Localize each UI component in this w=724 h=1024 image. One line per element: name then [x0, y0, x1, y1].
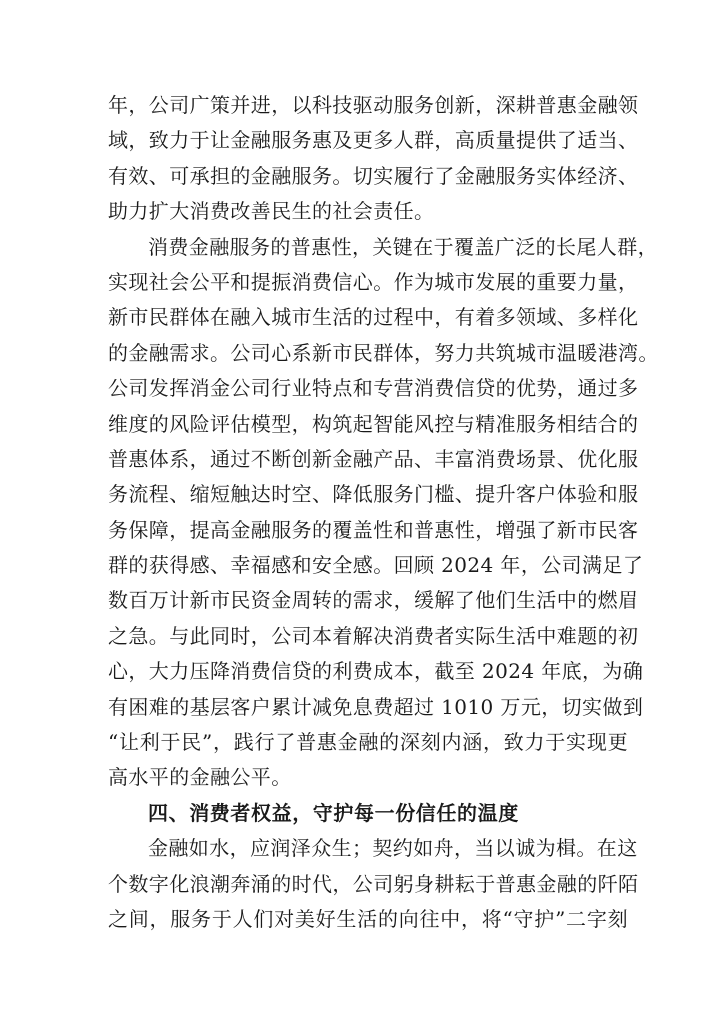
text-line: 年，公司广策并进，以科技驱动服务创新，深耕普惠金融领 [108, 93, 639, 117]
section-heading [108, 796, 628, 831]
section-title: 四、消费者权益，守护每一份信任的温度 [148, 800, 519, 825]
text-line: 助力扩大消费改善民生的社会责任。 [108, 199, 435, 224]
text-line: “让利于民”，践行了普惠金融的深刻内涵，致力于实现更 [108, 730, 628, 755]
text-line: 心，大力压降消费信贷的利费成本，截至 2024 年底，为确 [108, 659, 644, 684]
paragraph-3 [108, 831, 639, 937]
text-line: 实现社会公平和提振消费信心。作为城市发展的重要力量， [108, 269, 639, 294]
text-line: 普惠体系，通过不断创新金融产品、丰富消费场景、优化服 [108, 446, 639, 471]
text-line: 公司发挥消金公司行业特点和专营消费信贷的优势，通过多 [108, 376, 639, 401]
paragraph-1 [108, 88, 639, 230]
text-line: 群的获得感、幸福感和安全感。回顾 2024 年，公司满足了 [108, 553, 644, 578]
text-line: 维度的风险评估模型，构筑起智能风控与精准服务相结合的 [108, 411, 639, 436]
text-line: 之间，服务于人们对美好生活的向往中，将“守护”二字刻 [108, 906, 628, 931]
text-line: 高水平的金融公平。 [108, 765, 292, 790]
text-line: 域，致力于让金融服务惠及更多人群，高质量提供了适当、 [108, 128, 639, 153]
body-text [108, 88, 659, 937]
text-line: 新市民群体在融入城市生活的过程中，有着多领域、多样化 [108, 305, 639, 330]
text-line: 务流程、缩短触达时空、降低服务门槛、提升客户体验和服 [108, 482, 639, 507]
text-line: 之急。与此同时，公司本着解决消费者实际生活中难题的初 [108, 623, 639, 648]
text-line: 有效、可承担的金融服务。切实履行了金融服务实体经济、 [108, 163, 639, 188]
text-line: 务保障，提高金融服务的覆盖性和普惠性，增强了新市民客 [108, 517, 639, 542]
text-line: 的金融需求。公司心系新市民群体，努力共筑城市温暖港湾。 [108, 340, 659, 365]
paragraph-2 [108, 230, 659, 796]
text-line: 个数字化浪潮奔涌的时代，公司躬身耕耘于普惠金融的阡陌 [108, 871, 639, 896]
text-line: 金融如水，应润泽众生；契约如舟，当以诚为楫。在这 [148, 836, 638, 861]
text-line: 有困难的基层客户累计减免息费超过 1010 万元，切实做到 [108, 694, 644, 719]
text-line: 数百万计新市民资金周转的需求，缓解了他们生活中的燃眉 [108, 588, 639, 613]
text-line: 消费金融服务的普惠性，关键在于覆盖广泛的长尾人群， [148, 234, 658, 259]
